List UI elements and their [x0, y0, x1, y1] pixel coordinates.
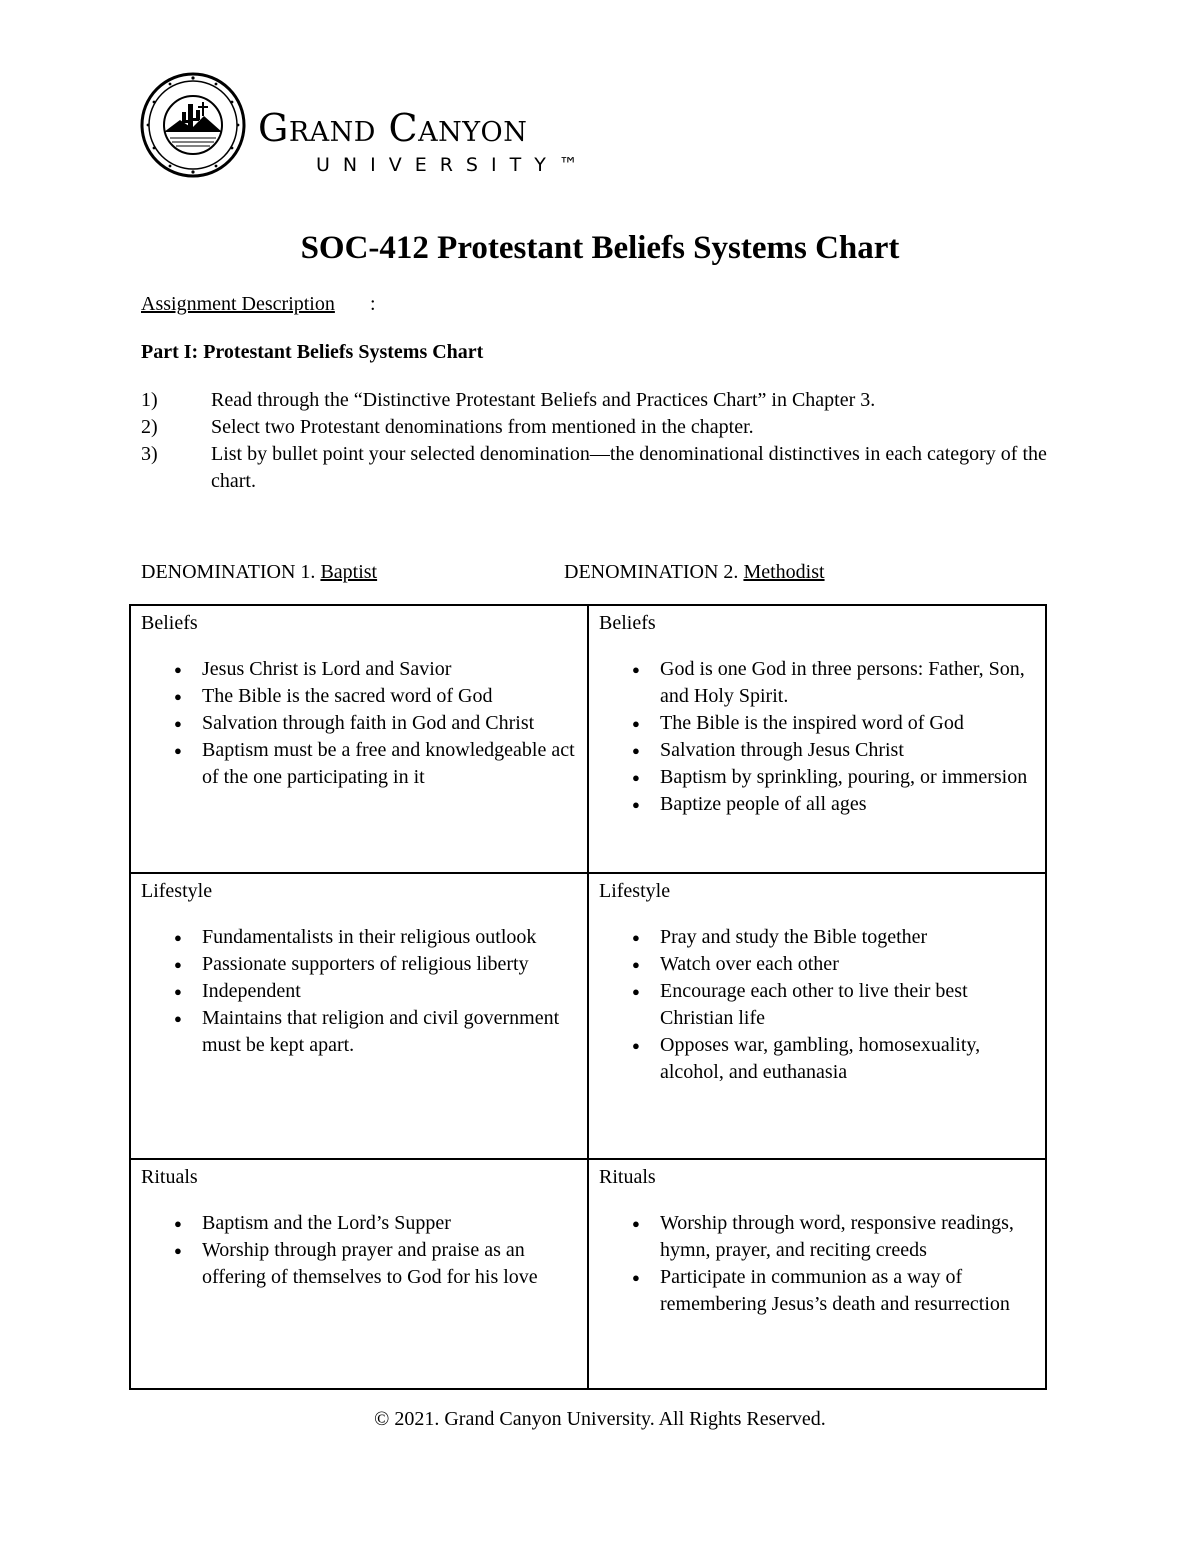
step-number: 1) — [141, 389, 158, 411]
denomination-2 — [564, 561, 825, 584]
logo-subtitle: UNIVERSITY™ — [316, 154, 591, 176]
list-item: ● The Bible is the inspired word of God — [599, 710, 1035, 737]
bullet-list — [599, 1210, 1035, 1318]
list-item: ● Maintains that religion and civil government must be kept apart. — [141, 1005, 577, 1059]
list-item: ● Pray and study the Bible together — [599, 924, 1035, 951]
bullet-list — [141, 1210, 577, 1291]
part-title: Part I: Protestant Beliefs Systems Chart — [141, 341, 484, 363]
list-item: ● Baptism and the Lord’s Supper — [141, 1210, 577, 1237]
list-item: ● Worship through prayer and praise as an offering of themselves to God for his love — [141, 1237, 577, 1291]
denomination-1-label: DENOMINATION 1. — [141, 561, 316, 583]
cell-heading: Beliefs — [599, 612, 656, 634]
list-item: ● Jesus Christ is Lord and Savior — [141, 656, 577, 683]
bullet-list — [599, 656, 1035, 818]
university-logo — [140, 72, 620, 178]
step-text: Select two Protestant denominations from mentioned in the chapter. — [211, 416, 754, 438]
logo-title: Grand Canyon — [258, 106, 528, 150]
cell-heading: Lifestyle — [141, 880, 213, 902]
list-item: ● The Bible is the sacred word of God — [141, 683, 577, 710]
baptist-lifestyle-cell — [130, 873, 588, 1159]
instruction-step — [141, 387, 1061, 414]
list-item: ● Passionate supporters of religious liberty — [141, 951, 577, 978]
list-item: ● Fundamentalists in their religious outlook — [141, 924, 577, 951]
instruction-step — [141, 414, 1061, 441]
list-item: ● Baptism by sprinkling, pouring, or immersion — [599, 764, 1035, 791]
denomination-2-label: DENOMINATION 2. — [564, 561, 739, 583]
denomination-1 — [141, 561, 377, 584]
colon: : — [370, 293, 376, 315]
university-wordmark — [258, 108, 591, 176]
cell-heading: Beliefs — [141, 612, 198, 634]
list-item: ● Baptize people of all ages — [599, 791, 1035, 818]
cell-heading: Rituals — [141, 1166, 198, 1188]
copyright-footer: © 2021. Grand Canyon University. All Rights Reserved. — [374, 1408, 826, 1430]
instruction-step — [141, 441, 1061, 495]
cell-heading: Rituals — [599, 1166, 656, 1188]
cell-heading: Lifestyle — [599, 880, 671, 902]
baptist-rituals-cell — [130, 1159, 588, 1389]
methodist-lifestyle-cell — [588, 873, 1046, 1159]
list-item: ● God is one God in three persons: Father, Son, and Holy Spirit. — [599, 656, 1035, 710]
table-row — [130, 1159, 1046, 1389]
methodist-rituals-cell — [588, 1159, 1046, 1389]
bullet-list — [141, 656, 577, 791]
denomination-1-name: Baptist — [320, 561, 378, 583]
table-row — [130, 605, 1046, 873]
list-item: ● Independent — [141, 978, 577, 1005]
bullet-list — [141, 924, 577, 1059]
baptist-beliefs-cell — [130, 605, 588, 873]
assignment-description-label: Assignment Description — [141, 293, 335, 315]
list-item: ● Participate in communion as a way of remembering Jesus’s death and resurrection — [599, 1264, 1035, 1318]
list-item: ● Salvation through Jesus Christ — [599, 737, 1035, 764]
list-item: ● Baptism must be a free and knowledgeable act of the one participating in it — [141, 737, 577, 791]
step-text: Read through the “Distinctive Protestant Beliefs and Practices Chart” in Chapter 3. — [211, 389, 876, 411]
denomination-2-name: Methodist — [743, 561, 825, 583]
step-number: 3) — [141, 443, 158, 465]
table-row — [130, 873, 1046, 1159]
university-seal-icon — [140, 72, 246, 178]
list-item: ● Watch over each other — [599, 951, 1035, 978]
list-item: ● Salvation through faith in God and Christ — [141, 710, 577, 737]
step-number: 2) — [141, 416, 158, 438]
instructions-list — [141, 387, 1061, 495]
page-title: SOC-412 Protestant Beliefs Systems Chart — [300, 230, 900, 266]
step-text: List by bullet point your selected denomination—the denominational distinctives in each category of the chart. — [211, 443, 1047, 492]
bullet-list — [599, 924, 1035, 1086]
beliefs-chart-table — [129, 604, 1047, 1390]
methodist-beliefs-cell — [588, 605, 1046, 873]
list-item: ● Encourage each other to live their best Christian life — [599, 978, 1035, 1032]
list-item: ● Worship through word, responsive readings, hymn, prayer, and reciting creeds — [599, 1210, 1035, 1264]
list-item: ● Opposes war, gambling, homosexuality, alcohol, and euthanasia — [599, 1032, 1035, 1086]
